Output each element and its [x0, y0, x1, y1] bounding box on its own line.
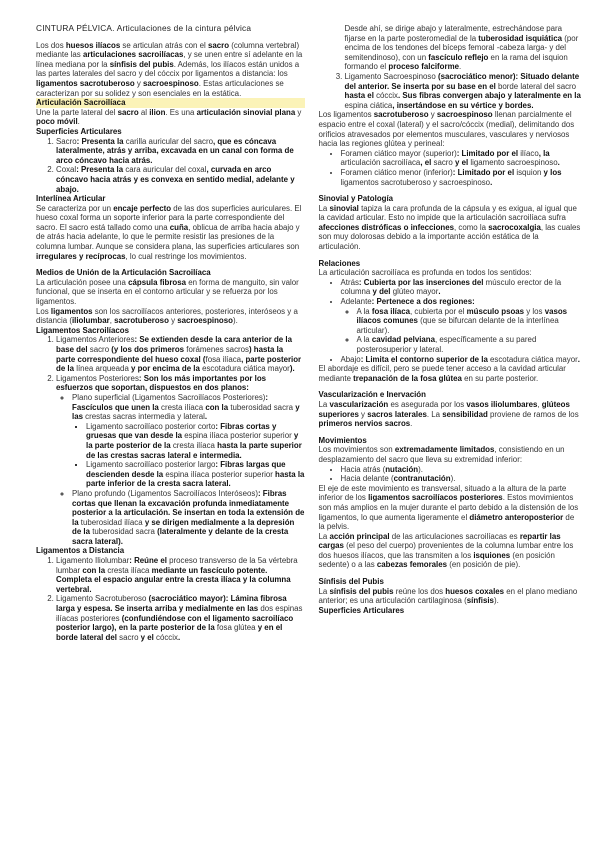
pubic-symphysis-paragraph: [319, 587, 582, 606]
text-segment: La: [318, 531, 330, 541]
capsule-paragraph: [36, 278, 305, 307]
text-segment: reúne los dos: [393, 586, 446, 596]
list-item: [357, 335, 582, 354]
bold-term: cápsula fibrosa: [128, 277, 187, 287]
joint-line-paragraph: [36, 204, 305, 262]
list-item: [345, 72, 582, 110]
bold-term: sacros laterales: [367, 409, 427, 419]
foramina-list: [319, 149, 582, 187]
text-segment: , cubierta por el: [410, 306, 467, 316]
text-segment: sacro: [119, 632, 139, 642]
text-segment: isquion: [516, 167, 542, 177]
text-segment: se articulan atrás con el: [120, 40, 208, 50]
bold-term: : Pertenece a dos regiones:: [371, 297, 475, 307]
text-segment: de las dos superficies auriculares. El hueso coxal forma un soporte inferior para la parte correspondiente del sacro. El sacro está tallado como una: [36, 203, 302, 232]
text-segment: ligamento sacroespinoso: [470, 158, 558, 168]
text-segment: en forma de manguito, sin valor funcional, que se inserta en el contorno articular y se refuerza por los ligamentos.: [36, 277, 299, 307]
list-item: [56, 556, 305, 594]
articular-surfaces-list: [36, 137, 305, 195]
list-item: [341, 149, 582, 168]
text-segment: Se caracteriza por un: [36, 203, 114, 213]
text-segment: Plano profundo (Ligamentos Sacroilíacos Interóseos): [72, 488, 258, 498]
text-segment: ,: [537, 399, 542, 409]
bold-term: (sacrociático menor): Situado delante del anterior. Se inserta por su base en el: [344, 71, 580, 91]
heading-sacroiliac-joint: Articulación Sacroilíaca: [36, 98, 305, 108]
text-segment: ,: [109, 316, 115, 326]
text-segment: , y se unen entre sí adelante en la línea mediana por la: [36, 50, 303, 69]
bold-term: , insertándose en su vértice y bordes.: [392, 100, 534, 110]
text-segment: ilíaco: [520, 148, 539, 158]
bold-term: vascularización: [329, 399, 389, 409]
text-segment: fosa glútea: [216, 623, 256, 633]
bold-term: , que es cóncava lateralmente, atrás y arriba, excavada en un canal con forma de arco cóncavo hacia atrás.: [56, 136, 294, 165]
list-item: [341, 297, 582, 355]
text-segment: sacro: [89, 345, 110, 354]
text-segment: tuberosidad ilíaca: [80, 517, 143, 527]
text-segment: (en posición de pie).: [447, 560, 521, 570]
text-segment: proviene de ramos de los: [487, 409, 579, 419]
bold-term: (confundiéndose con el ligamento sacroilíaco posterior largo), en la parte posterior de la: [56, 613, 294, 633]
heading-vascularization: Vascularización e Inervación: [318, 390, 426, 400]
bold-term: articulación sinovial plana: [196, 107, 296, 117]
bold-term: : Presenta la: [76, 165, 126, 175]
bold-term: afecciones distróficas o infecciones: [318, 222, 455, 232]
text-segment: .: [410, 419, 413, 429]
text-segment: Atrás: [340, 277, 359, 287]
text-segment: cóccix: [376, 91, 399, 101]
bold-term: , parte posterior de la: [56, 354, 302, 374]
bold-term: y en el borde lateral del: [56, 623, 283, 642]
bold-term: huesos coxales: [445, 586, 505, 596]
bold-term: glúteos superiores: [318, 399, 570, 419]
list-item: [86, 460, 305, 489]
synovial-paragraph: [319, 204, 582, 252]
distance-ligaments-list: [36, 556, 305, 642]
bold-term: sacrotuberoso: [373, 110, 429, 120]
bold-term: .: [577, 354, 580, 364]
text-segment: Sacro: [56, 136, 77, 146]
bold-term: vasos ilíacos comunes: [356, 306, 568, 326]
text-segment: . Es una: [165, 107, 197, 117]
text-segment: Ligamento sacroilíaco posterior largo: [86, 460, 216, 470]
heading-joint-line: Interlínea Articular: [36, 194, 106, 204]
bold-term: isquiones: [473, 550, 511, 560]
bold-term: trepanación de la fosa glútea: [353, 373, 462, 383]
bold-term: : Fibras largas que descienden desde la: [86, 460, 286, 479]
text-segment: . Estos movimientos son más amplios en la mujer durante el parto debido a la distensión de los ligamentos, lo que aumenta ligeramente el: [318, 493, 579, 522]
list-item: [72, 393, 305, 489]
text-segment: dos espinas ilíacas posteriores: [56, 604, 303, 623]
bold-term: diámetro anteroposterior: [469, 512, 564, 522]
bold-term: sinovial: [329, 203, 359, 213]
text-segment: llenan parcialmente el espacio entre el coxal (lateral) y el sacro/cóccix (medial), delimitando dos orificios atravesados por elementos musculares, vasculares y nerviosos hacia las regiones glútea y perineal:: [318, 110, 575, 149]
bold-term: : Limita el contorno superior de la: [360, 354, 491, 364]
text-segment: cóccix: [156, 632, 178, 642]
bold-term: (y los dos primeros: [109, 345, 187, 354]
list-item: [357, 307, 582, 336]
relations-list: [319, 278, 582, 364]
text-segment: El eje de este movimiento es transversal, situado a la altura de la parte inferior de los: [318, 483, 567, 503]
text-segment: cresta ilíaca: [107, 565, 150, 575]
text-segment: y: [134, 78, 143, 88]
text-segment: , como la: [454, 222, 489, 232]
text-segment: y: [358, 409, 368, 419]
bold-term: : Son los más importantes por los esfuerzos que soportan, dispuestos en dos planos:: [56, 373, 267, 393]
text-segment: en la rama del isquion formando el: [344, 52, 568, 72]
text-segment: tuberosidad sacra: [92, 527, 155, 537]
bold-term: músculo psoas: [466, 306, 525, 316]
bold-term: ilion: [149, 107, 166, 117]
text-segment: La: [318, 586, 330, 596]
bold-term: .: [438, 287, 441, 297]
text-segment: espina ciática: [344, 100, 393, 110]
bold-term: poco móvil: [36, 117, 78, 127]
bold-term: sacro: [117, 107, 139, 117]
text-segment: .: [77, 117, 80, 127]
movement-axis-paragraph: [319, 484, 582, 532]
list-item: [341, 465, 582, 475]
distance-ligaments-list-cont: [319, 72, 582, 110]
text-segment: (por encima de los tendones del bíceps femoral -cabeza larga- y del semitendinoso), con un: [344, 33, 579, 62]
bold-term: con la: [203, 402, 231, 412]
text-segment: Ligamento Sacrotuberoso: [56, 594, 147, 604]
heading-articular-surfaces: Superficies Articulares: [36, 126, 122, 136]
intro-paragraph: [36, 41, 305, 99]
bold-term: : Cubierta por las inserciones del: [358, 277, 486, 287]
text-segment: son los sacroilíacos anteriores, posteriores, interóseos y a distancia (: [36, 306, 298, 326]
text-segment: en el plano mediano anterior; es una articulación cartilaginosa (: [318, 586, 578, 606]
bold-term: sacroespinoso: [436, 110, 493, 120]
text-segment: Hacia atrás (: [340, 464, 386, 474]
text-segment: glúteo mayor: [392, 287, 439, 297]
list-item: [341, 355, 582, 365]
bold-term: ligamentos sacroilíacos posteriores: [368, 493, 503, 503]
text-segment: y: [428, 110, 437, 120]
superficial-plane-list: [72, 422, 305, 489]
bold-term: irregulares y recíprocas: [36, 251, 126, 261]
sacrotuberous-continuation: [319, 24, 582, 72]
text-segment: Los dos: [36, 40, 66, 50]
text-segment: espina ilíaca posterior superior: [184, 431, 292, 441]
bold-term: sacroespinoso: [177, 316, 233, 326]
bold-term: nutación: [385, 464, 419, 474]
list-item: [86, 422, 305, 460]
left-column: [36, 24, 305, 836]
text-segment: (en posición sedente) o a las: [318, 550, 555, 570]
bold-term: .: [490, 177, 493, 187]
bold-term: .: [557, 158, 560, 168]
bold-term: iliolumbar: [71, 316, 110, 326]
front-regions-list: [341, 307, 582, 355]
bold-term: .: [204, 412, 208, 422]
bold-term: : Fascículos que unen la: [72, 392, 269, 412]
bold-term: ligamentos sacrotuberoso: [36, 78, 135, 88]
bold-term: tuberosidad isquiática: [478, 33, 563, 43]
text-segment: Hacia delante (: [340, 474, 394, 484]
bold-term: hasta la parte superior de las crestas sacras lateral e intermedia.: [86, 440, 302, 460]
text-segment: , específicamente a su pared posterosuperior y lateral.: [356, 335, 537, 354]
text-segment: ).: [418, 464, 423, 474]
load-distribution-paragraph: [319, 532, 582, 570]
text-segment: y: [295, 107, 302, 117]
text-segment: de la pelvis.: [318, 512, 575, 532]
bold-term: articulaciones sacroilíacas: [82, 50, 184, 60]
bold-term: sínfisis: [466, 596, 494, 606]
text-segment: cresta ilíaca: [172, 440, 215, 450]
text-segment: y los: [524, 306, 545, 316]
text-segment: carilla auricular del sacro: [125, 136, 214, 146]
text-segment: línea arqueada: [76, 364, 129, 374]
sacroiliac-ligaments-list: [36, 335, 305, 546]
text-segment: Abajo: [340, 354, 361, 364]
bold-term: (sacrociático mayor): Lámina fibrosa larga y espesa. Se inserta arriba y medialmente en las: [56, 594, 287, 614]
bold-term: acción principal: [329, 531, 390, 541]
heading-movements: Movimientos: [318, 435, 367, 445]
heading-articular-surfaces-2: Superficies Articulares: [318, 605, 405, 615]
bold-term: (lateralmente y delante de la cresta sacra lateral).: [72, 527, 289, 546]
page-title: CINTURA PÉLVICA. Articulaciones de la cintura pélvica: [36, 23, 252, 33]
list-item: [341, 474, 582, 484]
bold-term: vasos iliolumbares: [466, 399, 538, 409]
text-segment: , consistiendo en un desplazamiento del sacro que lleva su extremidad inferior:: [318, 445, 565, 464]
text-segment: cara auricular del coxal: [125, 165, 207, 175]
text-segment: Los ligamentos: [318, 110, 374, 120]
bold-term: proceso falciforme: [388, 62, 459, 72]
text-segment: al: [138, 107, 150, 117]
bold-term: ) hasta la parte correspondiente del hueso coxal (: [56, 345, 284, 364]
text-segment: Ligamentos Anteriores: [56, 335, 135, 345]
bold-term: extremadamente limitados: [394, 445, 495, 455]
bold-term: cuña: [169, 222, 189, 232]
text-segment: La: [318, 399, 330, 409]
bold-term: fascículo reflejo: [428, 52, 489, 62]
text-segment: . La: [426, 409, 443, 419]
bold-term: : Fibras cortas y gruesas que van desde la: [86, 421, 277, 441]
bold-term: cavidad pelviana: [371, 335, 436, 345]
text-segment: (que se bifurcan delante de la interlínea articular).: [356, 316, 559, 335]
bold-term: mediante un fascículo potente. Completa el espacio angular entre la cresta ilíaca y la columna vertebral.: [56, 565, 291, 594]
text-segment: sacro: [433, 158, 453, 168]
bold-term: : Fibras cortas que llenan la excavación profunda inmediatamente posterior a la articulación. Se insertan en toda la extensión de la: [72, 488, 305, 527]
bold-term: y por encima de la: [128, 364, 203, 374]
bold-term: : Reúne el: [129, 556, 170, 566]
bold-term: sensibilidad: [442, 409, 488, 419]
heading-means-of-union: Medios de Unión de la Articulación Sacroilíaca: [36, 268, 211, 278]
bold-term: sínfisis del pubis: [329, 586, 394, 596]
text-segment: La: [318, 203, 330, 213]
text-segment: Plano superficial (Ligamentos Sacroilíacos Posteriores): [72, 392, 266, 402]
text-segment: ).: [450, 474, 456, 484]
text-segment: La articulación posee una: [36, 277, 129, 287]
heading-distance-ligaments: Ligamentos a Distancia: [36, 546, 125, 556]
text-segment: , lo cual restringe los movimientos.: [125, 251, 247, 261]
list-item: [56, 374, 305, 547]
text-segment: Une la parte lateral del: [36, 107, 118, 117]
bold-term: : Presenta la: [76, 136, 126, 146]
bold-term: y las: [72, 402, 300, 422]
text-segment: tapiza la cara profunda de la cápsula y es exigua, al igual que la cavidad articular. Esto no impide que la articulación sacroilíaca sufra: [318, 203, 577, 223]
right-column: [319, 24, 582, 836]
bold-term: . Sus fibras convergen abajo y lateralmente en la: [398, 91, 581, 101]
text-segment: , las cuales son muy dolorosas debido a la importante acción estática de la articulación.: [318, 222, 581, 252]
text-segment: tuberosidad sacra: [230, 402, 294, 412]
list-item: [56, 335, 305, 373]
bold-term: y el: [138, 632, 156, 642]
text-segment: espina ilíaca posterior superior: [165, 469, 273, 479]
text-segment: ).: [232, 316, 238, 326]
text-segment: y: [168, 316, 178, 326]
text-segment: fosa ilíaca: [205, 354, 242, 364]
text-segment: Ligamento Sacroespinoso: [344, 71, 436, 81]
text-segment: Desde ahí, se dirige abajo y lateralmente, estrechándose para fijarse en la parte posteromedial de la: [344, 24, 563, 43]
sacroiliac-definition: [36, 108, 305, 127]
list-item: [341, 168, 582, 187]
text-segment: Coxal: [56, 165, 77, 175]
text-segment: Ligamentos Posteriores: [56, 373, 139, 383]
bold-term: : Se extienden desde la cara anterior de la base del: [56, 335, 292, 354]
bold-term: y del: [370, 287, 393, 297]
relations-intro: La articulación sacroilíaca es profunda en todos los sentidos:: [318, 268, 532, 278]
text-segment: .: [458, 62, 462, 72]
bold-term: sacro: [207, 40, 230, 50]
heading-sacroiliac-ligaments: Ligamentos Sacroilíacos: [36, 325, 129, 335]
bold-term: contranutación: [393, 474, 451, 484]
bold-term: sacrocoxalgia: [488, 222, 541, 232]
text-segment: es asegurada por los: [388, 399, 467, 409]
text-segment: escotadura ciática mayor: [490, 354, 578, 364]
text-segment: escotadura ciática mayor: [202, 364, 290, 374]
text-segment: (columna vertebral) mediante las: [36, 40, 300, 60]
bold-term: ).: [289, 364, 295, 374]
list-item: [72, 489, 305, 547]
vascularization-paragraph: [319, 400, 582, 429]
bold-term: : Limitado por el: [452, 167, 517, 177]
text-segment: músculo erector de la columna: [340, 277, 562, 297]
text-segment: A la: [356, 306, 372, 316]
heading-relations: Relaciones: [318, 258, 361, 268]
bold-term: primeros nervios sacros: [318, 419, 411, 429]
bold-term: cabezas femorales: [376, 560, 448, 570]
bold-term: y se dirigen medialmente a la depresión de la: [72, 517, 295, 537]
text-segment: (el peso del cuerpo) provenientes de la columna lumbar entre los dos huesos ilíacos, que las transmiten a los: [318, 541, 574, 560]
bold-term: y los: [541, 167, 562, 177]
text-segment: en su parte posterior.: [461, 373, 539, 383]
text-segment: de las articulaciones sacroilíacas es: [389, 531, 520, 541]
bold-term: y la parte posterior de la: [86, 431, 299, 450]
planes-list: [56, 393, 305, 547]
text-segment: proceso transverso de la 5a vértebra lumbar: [56, 556, 298, 575]
foramina-paragraph: [319, 110, 582, 148]
text-segment: ligamentos sacrotuberoso y sacroespinoso: [340, 177, 491, 187]
bold-term: encaje perfecto: [113, 203, 172, 213]
bold-term: sacroespinoso: [143, 78, 199, 88]
text-segment: articulación sacroilíaca: [340, 158, 421, 168]
bold-term: sínfisis del pubis: [109, 59, 174, 69]
bold-term: fosa ilíaca: [371, 306, 411, 316]
bold-term: repartir las cargas: [318, 531, 561, 551]
bold-term: .: [177, 632, 181, 642]
bold-term: : Limitado por el: [456, 148, 521, 158]
text-segment: borde lateral del sacro: [498, 81, 577, 91]
text-segment: . Estas articulaciones se caracterizan por su solidez y son esenciales en la estática.: [36, 78, 284, 98]
bold-term: ligamentos: [50, 306, 93, 316]
bold-term: , el: [420, 158, 434, 168]
list-item: [56, 137, 305, 166]
list-item: [56, 594, 305, 642]
movements-paragraph: [319, 445, 582, 464]
bold-term: sacrotuberoso: [114, 316, 169, 326]
text-segment: forámenes sacros: [186, 345, 249, 354]
list-item: [56, 165, 305, 194]
list-item: [341, 278, 582, 297]
text-segment: Ligamento sacroilíaco posterior corto: [86, 421, 216, 431]
text-segment: Foramen ciático mayor (superior): [340, 148, 457, 158]
heading-synovial-pathology: Sinovial y Patología: [318, 194, 394, 204]
bold-term: hasta la parte inferior de la cresta sacra lateral.: [86, 469, 305, 489]
text-segment: crestas sacras intermedia y lateral: [85, 412, 205, 422]
bold-term: , curvada en arco cóncavo hacia atrás y es convexa en sentido medial, adelante y abajo.: [56, 165, 295, 194]
bold-term: hasta el: [344, 91, 377, 101]
text-segment: ).: [493, 596, 499, 606]
text-segment: . Además, los ilíacos están unidos a las partes laterales del sacro y del cóccix por ligamentos a distancia: los: [36, 59, 300, 79]
heading-pubic-symphysis: Sínfisis del Pubis: [318, 577, 384, 587]
bold-term: huesos ilíacos: [65, 40, 121, 50]
text-segment: Ligamento Iliolumbar: [56, 556, 130, 566]
bold-term: con la: [80, 565, 108, 575]
movements-list: [319, 465, 582, 484]
text-segment: Adelante: [340, 297, 372, 307]
bold-term: , la: [538, 148, 550, 158]
approach-paragraph: [319, 364, 582, 383]
ligaments-paragraph: [36, 307, 305, 326]
text-segment: Los movimientos son: [318, 445, 395, 455]
bold-term: y el: [452, 158, 471, 168]
text-segment: Los: [36, 306, 51, 316]
text-segment: El abordaje es difícil, pero se puede tener acceso a la cavidad articular mediante: [318, 364, 566, 383]
text-segment: Foramen ciático menor (inferior): [340, 167, 453, 177]
text-segment: A la: [356, 335, 372, 345]
text-segment: cresta ilíaca: [161, 402, 204, 412]
text-segment: , oblicua de arriba hacia abajo y de atrás hacia adelante, lo que le permite resistir las presiones de la columna lumbar. Aunque se considera plana, las superficies articulares son: [36, 222, 300, 252]
